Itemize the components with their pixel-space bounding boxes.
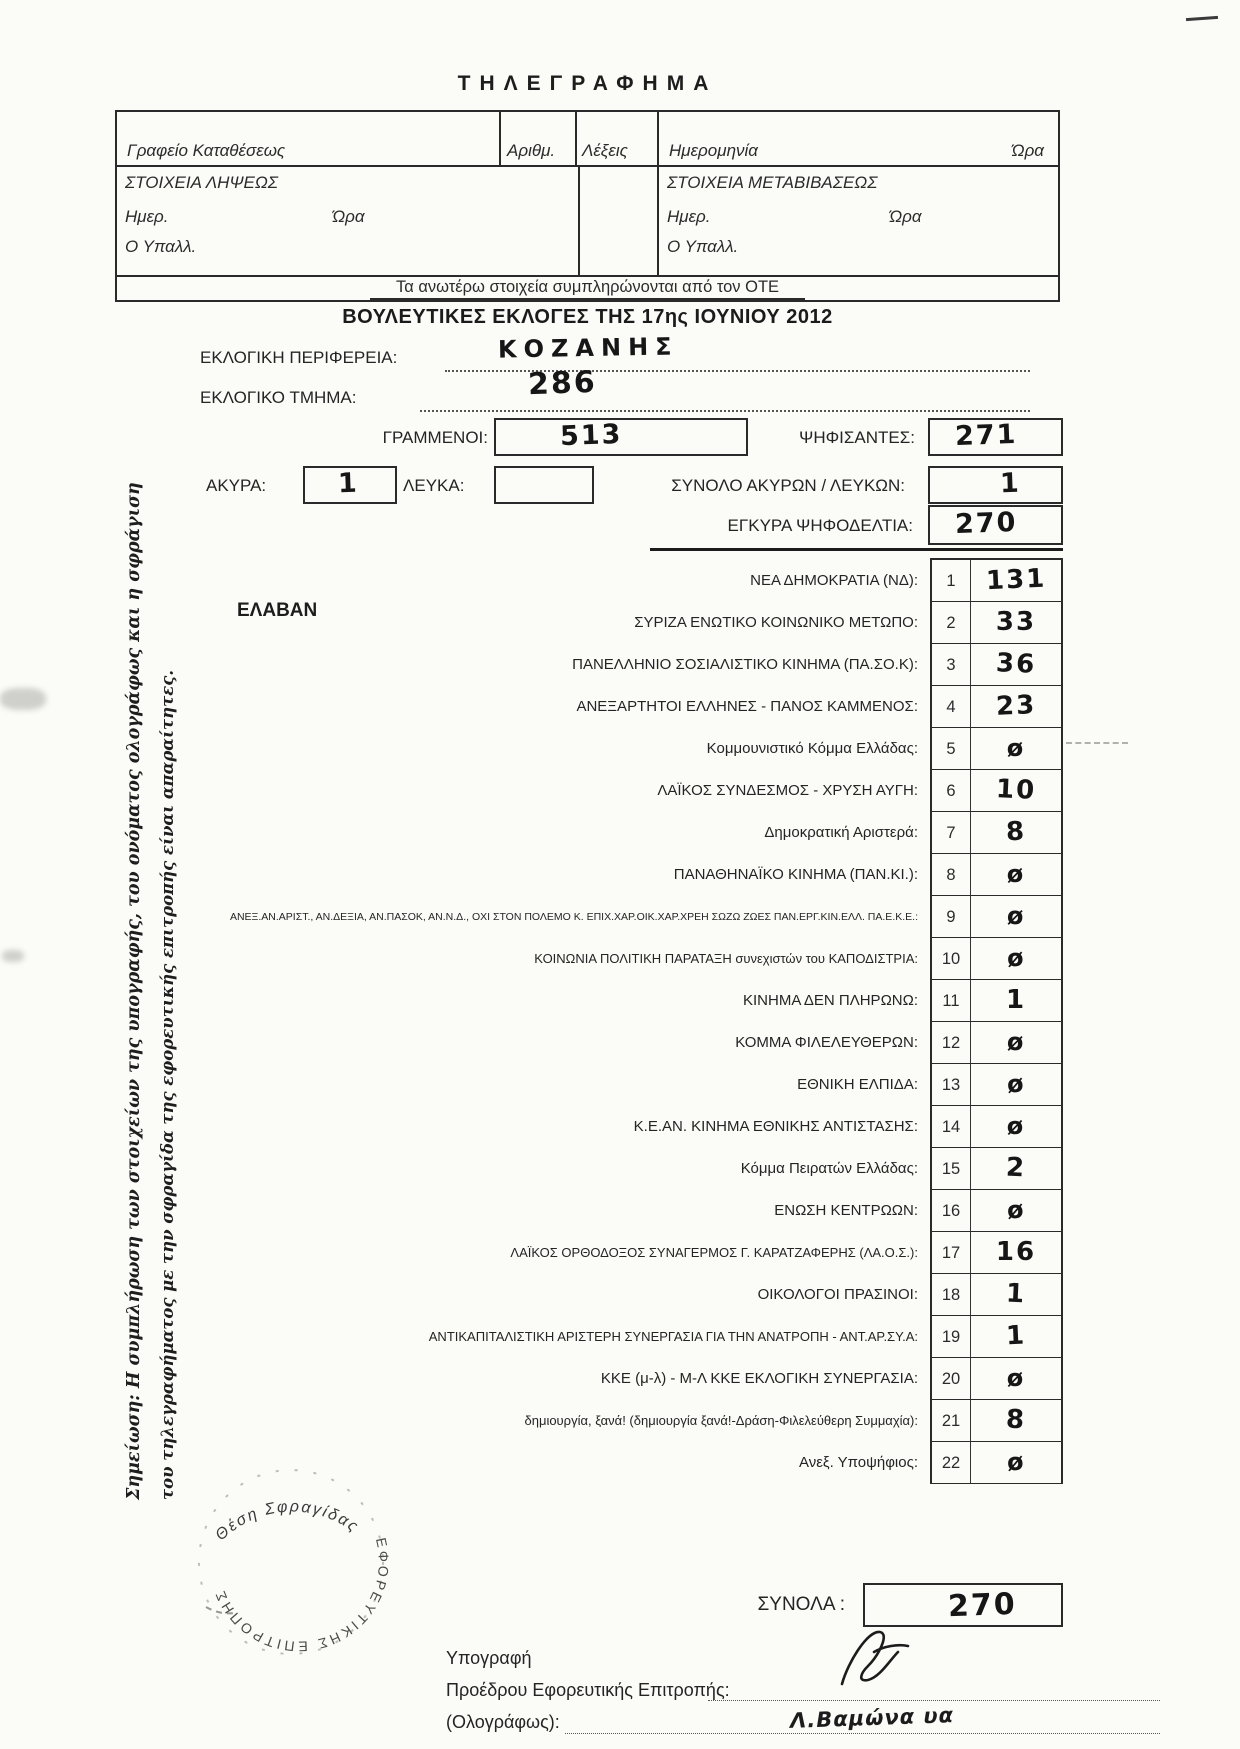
party-row — [150, 728, 1063, 770]
party-row — [150, 938, 1063, 980]
party-vote-value: ø — [970, 1190, 1063, 1232]
transmission-title: ΣΤΟΙΧΕΙΑ ΜΕΤΑΒΙΒΑΣΕΩΣ — [667, 173, 878, 192]
party-label: ΠΑΝΕΛΛΗΝΙΟ ΣΟΣΙΑΛΙΣΤΙΚΟ ΚΙΝΗΜΑ (ΠΑ.ΣΟ.Κ): — [572, 656, 918, 673]
party-row — [150, 1022, 1063, 1064]
party-number: 18 — [930, 1274, 970, 1316]
party-number: 21 — [930, 1400, 970, 1442]
signature-caption-3: (Ολογράφως): — [446, 1712, 560, 1732]
party-number: 17 — [930, 1232, 970, 1274]
party-number: 8 — [930, 854, 970, 896]
time-column-label: Ώρα — [1011, 141, 1044, 160]
invalid-blank-total-value: 1 — [999, 467, 1022, 500]
party-number: 7 — [930, 812, 970, 854]
party-row — [150, 1316, 1063, 1358]
party-vote-value: 8 — [970, 812, 1063, 854]
party-vote-value: 131 — [970, 560, 1063, 602]
party-vote-value: ø — [970, 1064, 1063, 1106]
president-signature-squiggle — [828, 1622, 928, 1702]
party-vote-value: 8 — [970, 1400, 1063, 1442]
party-label: ΑΝΤΙΚΑΠΙΤΑΛΙΣΤΙΚΗ ΑΡΙΣΤΕΡΗ ΣΥΝΕΡΓΑΣΙΑ ΓΙΑ ΤΗΝ ΑΝΑΤΡΟΠΗ - ΑΝΤ.ΑΡ.ΣΥ.Α: — [428, 1329, 918, 1344]
party-row — [150, 686, 1063, 728]
party-row — [150, 854, 1063, 896]
party-number: 16 — [930, 1190, 970, 1232]
date-column-label: Ημερομηνία — [669, 141, 758, 160]
invalid-label: ΑΚΥΡΑ: — [206, 476, 267, 495]
transmission-clerk-label: Ο Υπαλλ. — [667, 237, 739, 256]
party-label: ΚΚΕ (μ-λ) - Μ-Λ ΚΚΕ ΕΚΛΟΓΙΚΗ ΣΥΝΕΡΓΑΣΙΑ: — [600, 1370, 918, 1387]
blank-label: ΛΕΥΚΑ: — [403, 476, 465, 495]
section-line — [420, 410, 1030, 412]
invalid-blank-total-box — [928, 466, 1063, 504]
party-label: ΝΕΑ ΔΗΜΟΚΡΑΤΙΑ (ΝΔ): — [750, 572, 918, 589]
party-label: ΚΙΝΗΜΑ ΔΕΝ ΠΛΗΡΩΝΩ: — [743, 992, 918, 1009]
district-label: ΕΚΛΟΓΙΚΗ ΠΕΡΙΦΕΡΕΙΑ: — [200, 348, 398, 367]
party-vote-value: ø — [970, 896, 1063, 938]
party-label: Κομμουνιστικό Κόμμα Ελλάδας: — [706, 740, 918, 757]
svg-text:Θέση Σφραγίδας — [212, 1498, 362, 1544]
office-column-label: Γραφείο Καταθέσεως — [127, 141, 286, 160]
party-row — [150, 770, 1063, 812]
party-number: 2 — [930, 602, 970, 644]
holograph-name-value: Λ.Βαμώνα υα — [789, 1703, 955, 1733]
party-label: ΛΑΪΚΟΣ ΟΡΘΟΔΟΞΟΣ ΣΥΝΑΓΕΡΜΟΣ Γ. ΚΑΡΑΤΖΑΦΕΡΗΣ (ΛΑ.Ο.Σ.): — [510, 1245, 918, 1260]
party-label: Δημοκρατική Αριστερά: — [764, 824, 918, 841]
party-vote-value: ø — [970, 1358, 1063, 1400]
valid-label: ΕΓΚΥΡΑ ΨΗΦΟΔΕΛΤΙΑ: — [727, 516, 913, 535]
party-label: ΕΘΝΙΚΗ ΕΛΠΙΔΑ: — [797, 1076, 918, 1093]
party-number: 22 — [930, 1442, 970, 1484]
party-label: Κόμμα Πειρατών Ελλάδας: — [740, 1160, 918, 1177]
party-label: ΑΝΕΞ.ΑΝ.ΑΡΙΣΤ., ΑΝ.ΔΕΞΙΑ, ΑΝ.ΠΑΣΟΚ, ΑΝ.Ν.Δ., ΟΧΙ ΣΤΟΝ ΠΟΛΕΜΟ Κ. ΕΠΙΧ.ΧΑΡ.ΟΙΚ.ΧΑΡ.ΧΡΕΗ ΣΩΖΩ ΖΩΕΣ ΠΑΝ.ΕΡΓ.ΚΙΝ.ΕΛΛ. ΠΑ.Ε.Κ.Ε.: — [229, 911, 918, 923]
party-row — [150, 896, 1063, 938]
voted-value: 271 — [954, 418, 1018, 453]
party-row — [150, 1400, 1063, 1442]
party-number: 15 — [930, 1148, 970, 1190]
ote-footnote: Τα ανωτέρω στοιχεία συμπληρώνονται από τον ΟΤΕ — [117, 275, 1058, 301]
registered-label: ΓΡΑΜΜΕΝΟΙ: — [382, 428, 488, 447]
party-label: ΕΝΩΣΗ ΚΕΝΤΡΩΩΝ: — [774, 1202, 918, 1219]
transmission-date-label: Ημερ. — [667, 207, 711, 226]
reception-time-label: Ώρα — [332, 207, 365, 226]
party-label: ΣΥΡΙΖΑ ΕΝΩΤΙΚΟ ΚΟΙΝΩΝΙΚΟ ΜΕΤΩΠΟ: — [634, 614, 918, 631]
received-label: ΕΛΑΒΑΝ — [237, 600, 318, 621]
results-divider — [650, 548, 1063, 551]
party-vote-value: ø — [970, 1106, 1063, 1148]
party-row — [150, 1106, 1063, 1148]
party-vote-value: ø — [970, 1442, 1063, 1484]
blank-box — [494, 466, 594, 504]
party-row — [150, 1064, 1063, 1106]
reception-date-label: Ημερ. — [125, 207, 169, 226]
invalid-blank-total-label: ΣΥΝΟΛΟ ΑΚΥΡΩΝ / ΛΕΥΚΩΝ: — [671, 476, 905, 495]
signature-caption-1: Υπογραφή — [446, 1648, 532, 1668]
words-column-label: Λέξεις — [582, 141, 628, 160]
party-number: 19 — [930, 1316, 970, 1358]
party-row — [150, 1274, 1063, 1316]
committee-stamp — [166, 1442, 428, 1682]
party-label: δημιουργία, ξανά! (δημιουργία ξανά!-Δράση-Φιλελεύθερη Συμμαχία): — [524, 1413, 918, 1428]
section-value: 286 — [527, 364, 598, 403]
party-number: 6 — [930, 770, 970, 812]
party-label: ΚΟΙΝΩΝΙΑ ΠΟΛΙΤΙΚΗ ΠΑΡΑΤΑΞΗ συνεχιστών του ΚΑΠΟΔΙΣΤΡΙΑ: — [534, 951, 918, 966]
number-column-label: Αριθμ. — [507, 141, 556, 160]
party-label: Ανεξ. Υποψήφιος: — [798, 1454, 918, 1471]
signature-caption-2: Προέδρου Εφορευτικής Επιτροπής: — [446, 1680, 730, 1700]
party-label: ΟΙΚΟΛΟΓΟΙ ΠΡΑΣΙΝΟΙ: — [757, 1286, 918, 1303]
party-number: 10 — [930, 938, 970, 980]
stamp-ring-text: ΕΦΟΡΕΥΤΙΚΗΣ ΕΠΙΤΡΟΠΗΣ — [210, 1536, 393, 1655]
party-vote-value: 1 — [970, 1274, 1063, 1316]
side-note — [118, 482, 184, 1500]
transmission-box — [657, 167, 1062, 275]
stamp-placeholder-label: Θέση Σφραγίδας — [212, 1498, 363, 1545]
party-label: ΛΑΪΚΟΣ ΣΥΝΔΕΣΜΟΣ - ΧΡΥΣΗ ΑΥΓΗ: — [657, 782, 918, 799]
party-row — [150, 1148, 1063, 1190]
scan-artifact-smudge — [0, 688, 46, 710]
party-label: ΚΟΜΜΑ ΦΙΛΕΛΕΥΘΕΡΩΝ: — [735, 1034, 918, 1051]
party-row — [150, 644, 1063, 686]
scan-artifact-dashes — [1066, 742, 1128, 744]
party-number: 14 — [930, 1106, 970, 1148]
transmission-time-label: Ώρα — [889, 207, 922, 226]
voted-label: ΨΗΦΙΣΑΝΤΕΣ: — [799, 428, 915, 447]
party-row — [150, 602, 1063, 644]
party-number: 1 — [930, 560, 970, 602]
party-vote-value: 10 — [970, 770, 1063, 812]
party-vote-value: 16 — [970, 1232, 1063, 1274]
party-label: Κ.Ε.ΑΝ. ΚΙΝΗΜΑ ΕΘΝΙΚΗΣ ΑΝΤΙΣΤΑΣΗΣ: — [633, 1118, 918, 1135]
valid-value: 270 — [954, 506, 1018, 541]
reception-title: ΣΤΟΙΧΕΙΑ ΛΗΨΕΩΣ — [125, 173, 278, 192]
totals-value: 270 — [947, 1586, 1018, 1625]
party-vote-value: ø — [970, 728, 1063, 770]
party-vote-value: 1 — [970, 980, 1063, 1022]
header-row — [117, 112, 1058, 167]
totals-label: ΣΥΝΟΛΑ : — [757, 1594, 845, 1615]
holograph-line — [565, 1733, 1160, 1734]
svg-text:ΕΦΟΡΕΥΤΙΚΗΣ ΕΠΙΤΡΟΠΗΣ — [211, 1536, 392, 1655]
election-title: ΒΟΥΛΕΥΤΙΚΕΣ ΕΚΛΟΓΕΣ ΤΗΣ 17ης ΙΟΥΝΙΟΥ 2012 — [342, 306, 833, 328]
party-number: 13 — [930, 1064, 970, 1106]
party-vote-value: 2 — [970, 1148, 1063, 1190]
scan-artifact-dash — [1186, 16, 1218, 21]
party-row — [150, 812, 1063, 854]
reception-clerk-label: Ο Υπαλλ. — [125, 237, 197, 256]
telegram-header-table — [115, 110, 1060, 302]
party-row — [150, 1190, 1063, 1232]
party-label: ΑΝΕΞΑΡΤΗΤΟΙ ΕΛΛΗΝΕΣ - ΠΑΝΟΣ ΚΑΜΜΕΝΟΣ: — [576, 698, 918, 715]
party-number: 3 — [930, 644, 970, 686]
party-vote-value: 36 — [970, 644, 1063, 686]
page-title: ΤΗΛΕΓΡΑΦΗΜΑ — [457, 72, 718, 95]
side-note-line-1: Σημείωση: Η συμπλήρωση των στοιχείων της υπογραφής, του ονόματος ολογράφως και η σφράγιση — [124, 482, 144, 1500]
party-number: 20 — [930, 1358, 970, 1400]
party-vote-value: ø — [970, 854, 1063, 896]
party-row — [150, 1232, 1063, 1274]
district-value: ΚΟΖΑΝΗΣ — [497, 332, 679, 364]
party-number: 5 — [930, 728, 970, 770]
party-vote-value: ø — [970, 938, 1063, 980]
reception-box — [117, 167, 580, 275]
party-row — [150, 980, 1063, 1022]
party-vote-value: ø — [970, 1022, 1063, 1064]
party-vote-value: 23 — [970, 686, 1063, 728]
party-vote-value: 1 — [970, 1316, 1063, 1358]
party-number: 12 — [930, 1022, 970, 1064]
party-row — [150, 560, 1063, 602]
side-note-line-2: του τηλεγραφήματος με την σφραγίδα της εφορευτικής επιτροπής είναι απαραίτητες. — [158, 669, 177, 1500]
party-number: 9 — [930, 896, 970, 938]
party-number: 4 — [930, 686, 970, 728]
party-label: ΠΑΝΑΘΗΝΑΪΚΟ ΚΙΝΗΜΑ (ΠΑΝ.ΚΙ.): — [673, 866, 918, 883]
section-label: ΕΚΛΟΓΙΚΟ ΤΜΗΜΑ: — [200, 388, 357, 407]
invalid-value: 1 — [337, 467, 360, 500]
registered-value: 513 — [559, 418, 623, 453]
signature-line — [708, 1700, 1160, 1701]
party-number: 11 — [930, 980, 970, 1022]
scan-artifact-smudge — [2, 950, 24, 962]
party-vote-value: 33 — [970, 602, 1063, 644]
party-row — [150, 1358, 1063, 1400]
